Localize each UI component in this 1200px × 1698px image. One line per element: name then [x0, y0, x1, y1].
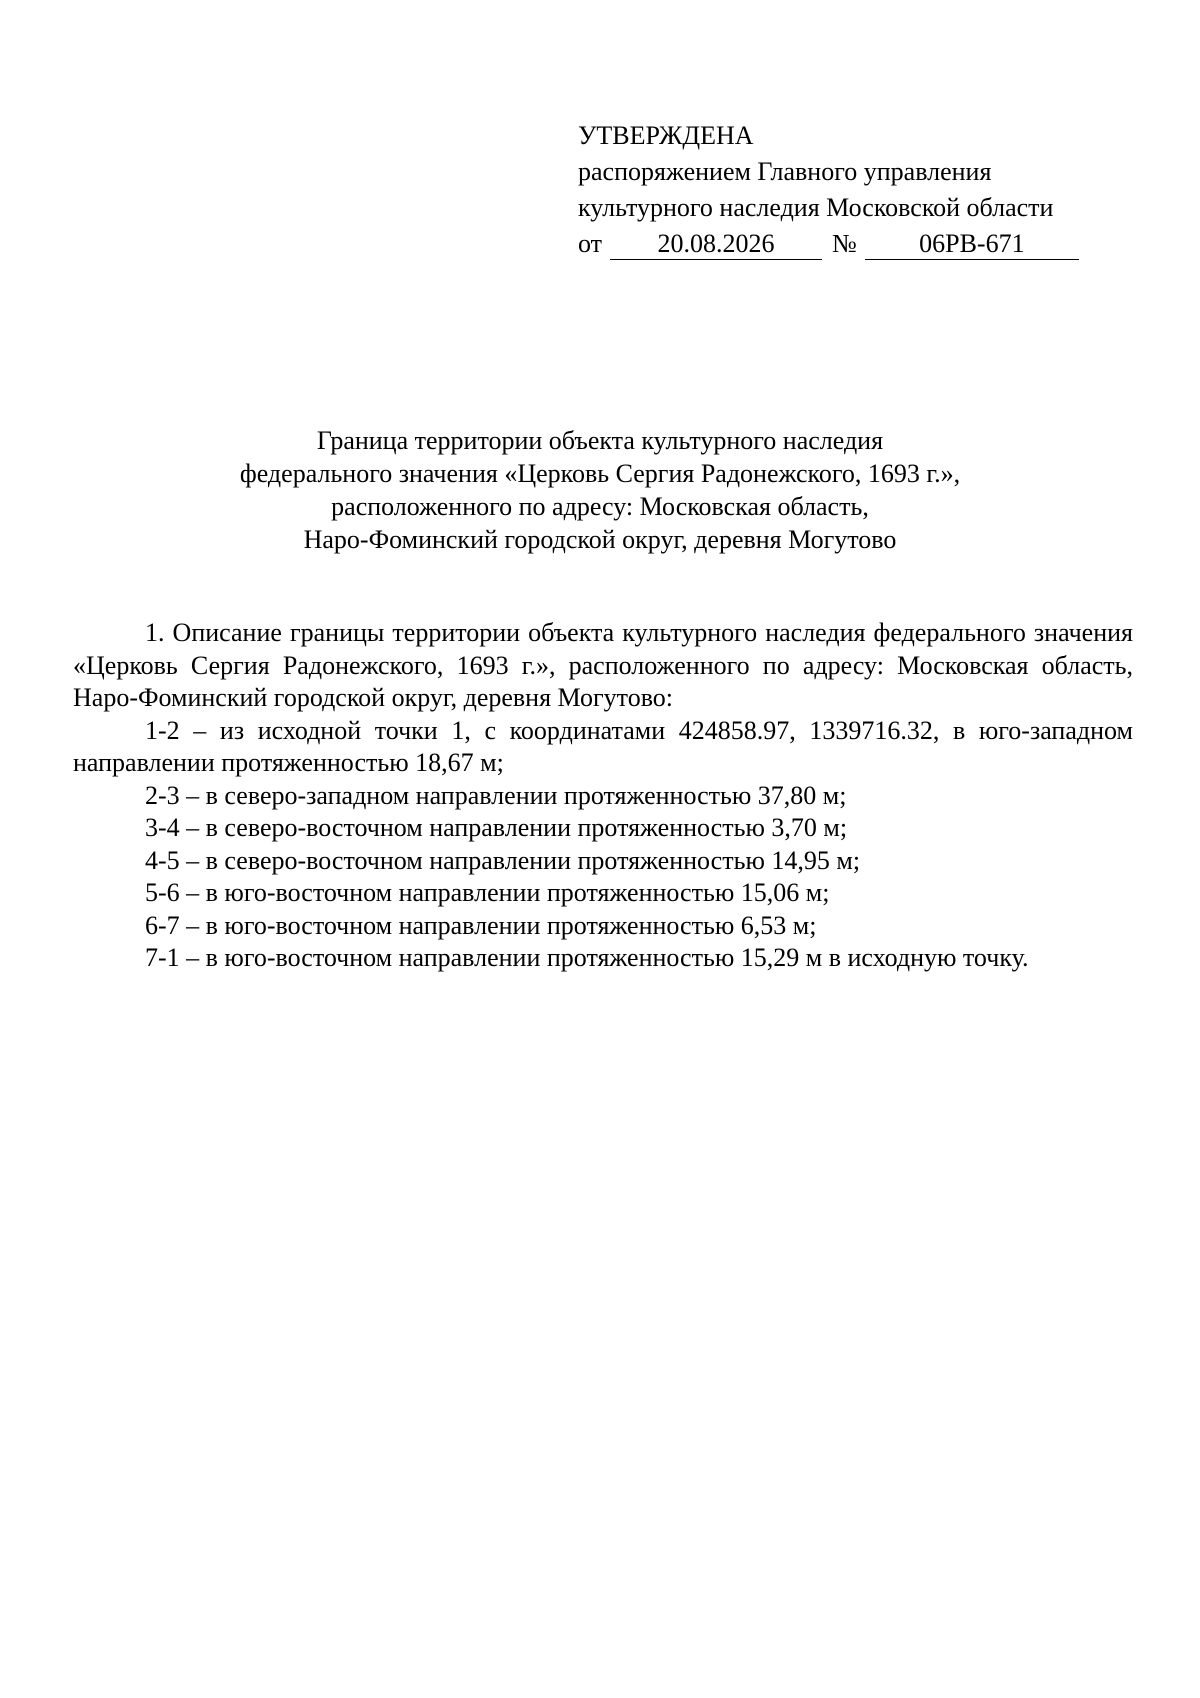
- approval-line-2: культурного наследия Московской области: [578, 193, 1054, 222]
- number-sign: №: [832, 229, 857, 258]
- segment-3-4: 3-4 – в северо-восточном направлении протяженностью 3,70 м;: [145, 813, 848, 842]
- title-line-1: Граница территории объекта культурного наследия: [316, 426, 884, 455]
- approval-line-1: распоряжением Главного управления: [578, 157, 992, 186]
- approval-date: 20.08.2026: [610, 229, 822, 260]
- segment-6-7: 6-7 – в юго-восточном направлении протяженностью 6,53 м;: [145, 910, 817, 940]
- title-line-2: федерального значения «Церковь Сергия Радонежского, 1693 г.»,: [239, 459, 961, 488]
- document-body: [73, 617, 1133, 975]
- segment-1-2: 1-2 – из исходной точки 1, с координатами 424858.97, 1339716.32, в юго-западном направлении протяженностью 18,67 м;: [73, 715, 1133, 777]
- segment-5-6: 5-6 – в юго-восточном направлении протяженностью 15,06 м;: [145, 878, 830, 907]
- intro-paragraph: 1. Описание границы территории объекта культурного наследия федерального значения «Церковь Сергия Радонежского, 1693 г.», расположенного по адресу: Московская область, Наро-Фоминский городской округ, деревня Могутово:: [73, 618, 1133, 712]
- title-line-3: расположенного по адресу: Московская область,: [331, 492, 869, 521]
- title-line-4: Наро-Фоминский городской округ, деревня Могутово: [303, 525, 897, 554]
- approval-heading: УТВЕРЖДЕНА: [578, 121, 754, 150]
- approval-number: 06РВ-671: [865, 229, 1079, 260]
- approval-block: [578, 118, 1079, 262]
- segment-2-3: 2-3 – в северо-западном направлении протяженностью 37,80 м;: [145, 780, 847, 810]
- approval-date-line: [578, 226, 1079, 262]
- date-prefix: от: [578, 229, 603, 258]
- segment-7-1: 7-1 – в юго-восточном направлении протяженностью 15,29 м в исходную точку.: [145, 943, 1029, 972]
- segment-4-5: 4-5 – в северо-восточном направлении протяженностью 14,95 м;: [145, 845, 861, 875]
- document-title: [0, 424, 1200, 556]
